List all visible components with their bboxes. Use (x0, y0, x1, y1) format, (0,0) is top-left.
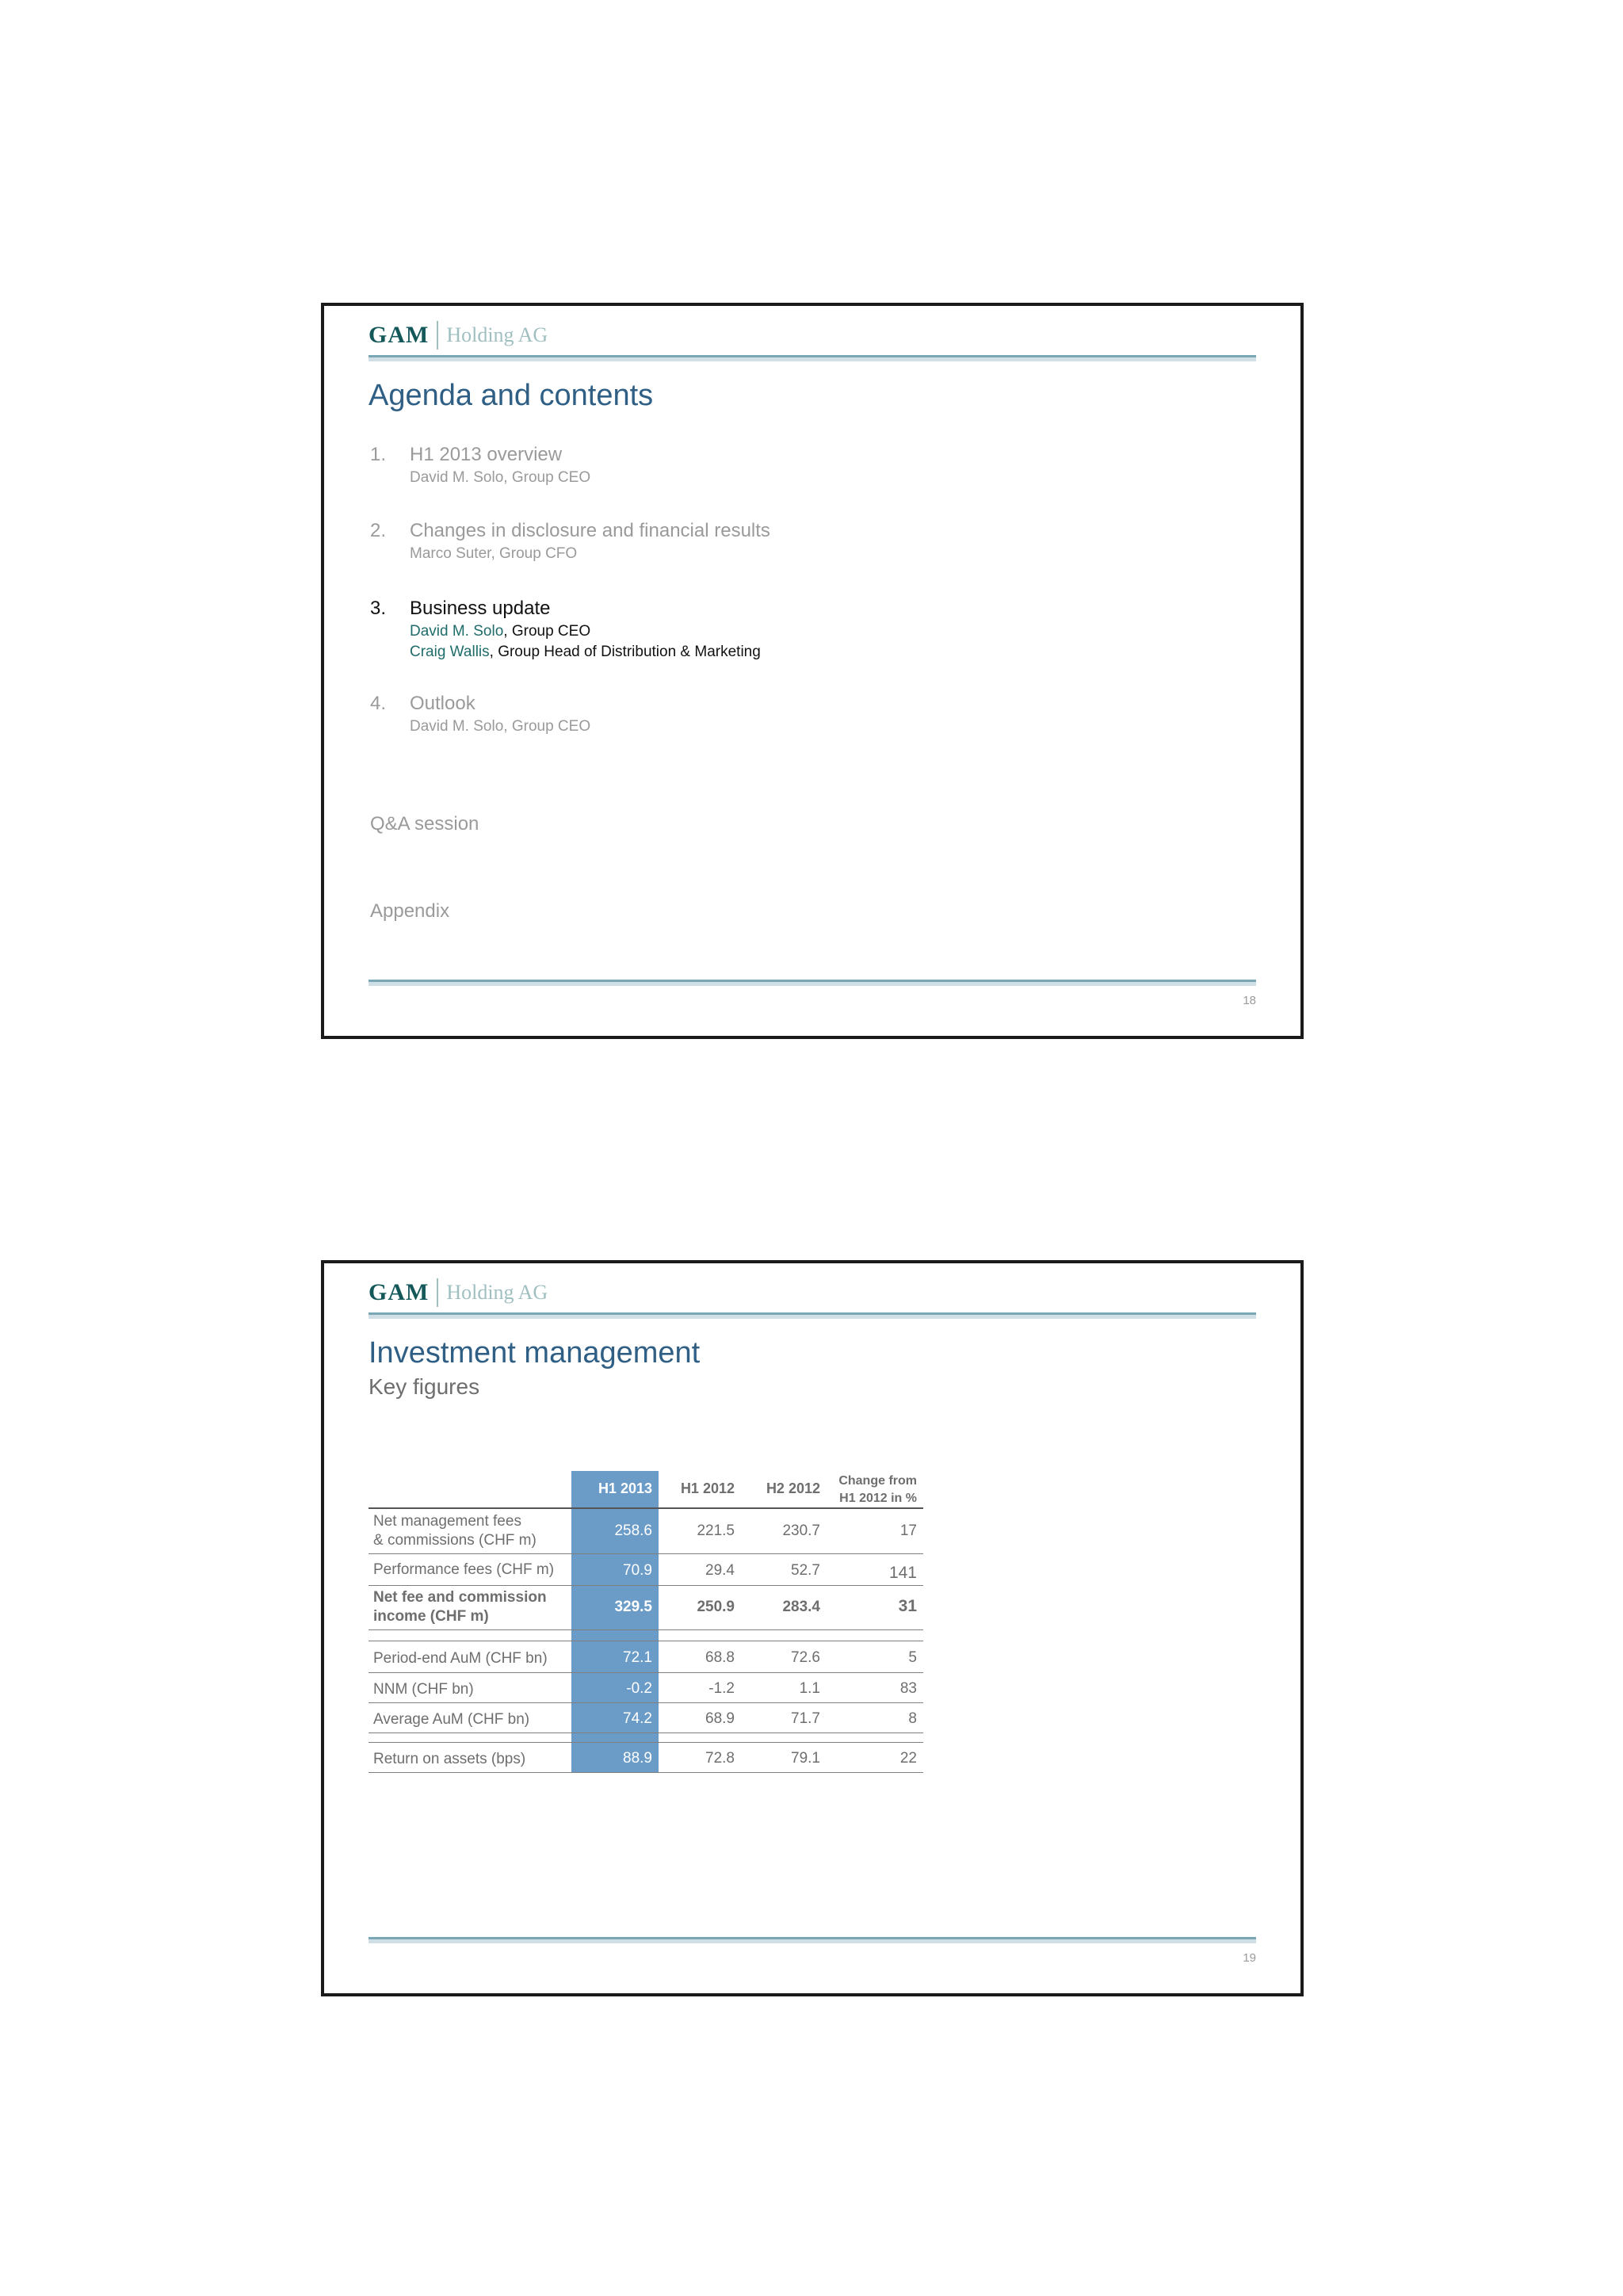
cell-value: 221.5 (697, 1522, 735, 1539)
row-label: Net fee and commission (373, 1589, 547, 1606)
agenda-number: 2. (370, 520, 387, 541)
presenter-name: Craig Wallis (410, 644, 490, 660)
table-divider (369, 1585, 923, 1586)
table-row (369, 1744, 923, 1772)
brand-subtitle: Holding AG (446, 323, 548, 346)
slide-investment-management (321, 1260, 1304, 1996)
header-rule (369, 355, 1256, 361)
row-label: Average AuM (CHF bn) (373, 1711, 530, 1728)
page-title: Agenda and contents (369, 379, 654, 412)
agenda-presenter (410, 644, 761, 661)
row-label: Performance fees (CHF m) (373, 1561, 555, 1578)
page-number: 18 (1243, 994, 1256, 1007)
agenda-heading: H1 2013 overview (410, 444, 563, 465)
agenda-qa-session: Q&A session (370, 813, 479, 835)
agenda-number: 1. (370, 444, 387, 465)
cell-value: 22 (899, 1750, 917, 1767)
presenter-role: , Group CEO (503, 469, 591, 486)
agenda-heading: Outlook (410, 693, 475, 714)
brand-divider (437, 321, 438, 350)
cell-value: 31 (898, 1597, 917, 1615)
table-header-row (369, 1471, 923, 1507)
presenter-name: Marco Suter (410, 545, 491, 562)
cell-value: -1.2 (708, 1680, 735, 1697)
presenter-name: David M. Solo (410, 623, 504, 640)
cell-value: 230.7 (782, 1522, 820, 1539)
table-divider (369, 1629, 923, 1630)
cell-value: 52.7 (791, 1562, 820, 1579)
agenda-presenter (410, 545, 577, 563)
brand-divider (437, 1278, 438, 1307)
gam-logo: GAM (369, 1279, 430, 1305)
table-row (369, 1587, 923, 1629)
table-row (369, 1511, 923, 1553)
page-number: 19 (1243, 1951, 1256, 1965)
cell-value: 74.2 (623, 1710, 652, 1727)
cell-value: 72.8 (705, 1750, 735, 1767)
cell-value: 141 (888, 1564, 917, 1582)
presenter-role: , Group CEO (503, 718, 591, 735)
agenda-presenter (410, 469, 590, 487)
gam-logo: GAM (369, 322, 430, 348)
page-subtitle: Key figures (369, 1374, 480, 1399)
agenda-number: 3. (370, 598, 387, 619)
col-header: H1 2013 (598, 1480, 652, 1496)
presenter-role: , Group CEO (503, 623, 591, 640)
col-header: H1 2012 in % (839, 1492, 917, 1505)
table-divider (369, 1507, 923, 1509)
footer-rule (369, 980, 1256, 986)
cell-value: 17 (899, 1522, 917, 1539)
col-header: H1 2012 (680, 1480, 735, 1496)
cell-value: 329.5 (614, 1599, 652, 1615)
table-row (369, 1674, 923, 1702)
cell-value: 79.1 (791, 1750, 820, 1767)
cell-value: 88.9 (623, 1750, 652, 1767)
cell-value: 283.4 (782, 1599, 820, 1615)
agenda-number: 4. (370, 693, 387, 714)
cell-value: 8 (908, 1710, 917, 1727)
cell-value: 1.1 (799, 1680, 820, 1697)
table-divider (369, 1742, 923, 1743)
brand-subtitle: Holding AG (446, 1281, 548, 1304)
cell-value: 68.9 (705, 1710, 735, 1727)
cell-value: 72.6 (791, 1649, 820, 1666)
presenter-name: David M. Solo (410, 469, 504, 486)
page-title: Investment management (369, 1336, 701, 1370)
table-divider (369, 1672, 923, 1673)
slide-agenda (321, 303, 1304, 1039)
agenda-heading: Changes in disclosure and financial results (410, 520, 770, 541)
cell-value: 29.4 (705, 1562, 735, 1579)
cell-value: 250.9 (697, 1599, 735, 1615)
col-header: Change from (838, 1474, 917, 1488)
row-label: income (CHF m) (373, 1608, 489, 1625)
table-row (369, 1642, 923, 1672)
cell-value: -0.2 (626, 1680, 652, 1697)
agenda-presenter (410, 718, 590, 735)
agenda-heading: Business update (410, 598, 551, 619)
brand-header (369, 317, 548, 353)
table-divider (369, 1553, 923, 1554)
table-divider (369, 1772, 923, 1773)
presenter-role: , Group Head of Distribution & Marketing (489, 644, 761, 660)
cell-value: 258.6 (614, 1522, 652, 1539)
presenter-role: , Group CFO (491, 545, 578, 562)
table-row (369, 1704, 923, 1733)
cell-value: 71.7 (791, 1710, 820, 1727)
agenda-appendix: Appendix (370, 900, 450, 922)
agenda-presenter (410, 623, 590, 640)
brand-header (369, 1274, 548, 1311)
cell-value: 5 (908, 1649, 917, 1666)
header-rule (369, 1312, 1256, 1319)
cell-value: 72.1 (623, 1649, 652, 1666)
row-label: Return on assets (bps) (373, 1751, 526, 1767)
presenter-name: David M. Solo (410, 718, 504, 735)
cell-value: 70.9 (623, 1562, 652, 1579)
row-label: Net management fees (373, 1513, 521, 1530)
col-header: H2 2012 (766, 1480, 820, 1496)
table-row (369, 1555, 923, 1585)
footer-rule (369, 1937, 1256, 1943)
row-label: NNM (CHF bn) (373, 1681, 474, 1698)
row-label: & commissions (CHF m) (373, 1532, 537, 1549)
cell-value: 83 (899, 1680, 917, 1697)
table-divider (369, 1702, 923, 1703)
row-label: Period-end AuM (CHF bn) (373, 1650, 548, 1667)
cell-value: 68.8 (705, 1649, 735, 1666)
